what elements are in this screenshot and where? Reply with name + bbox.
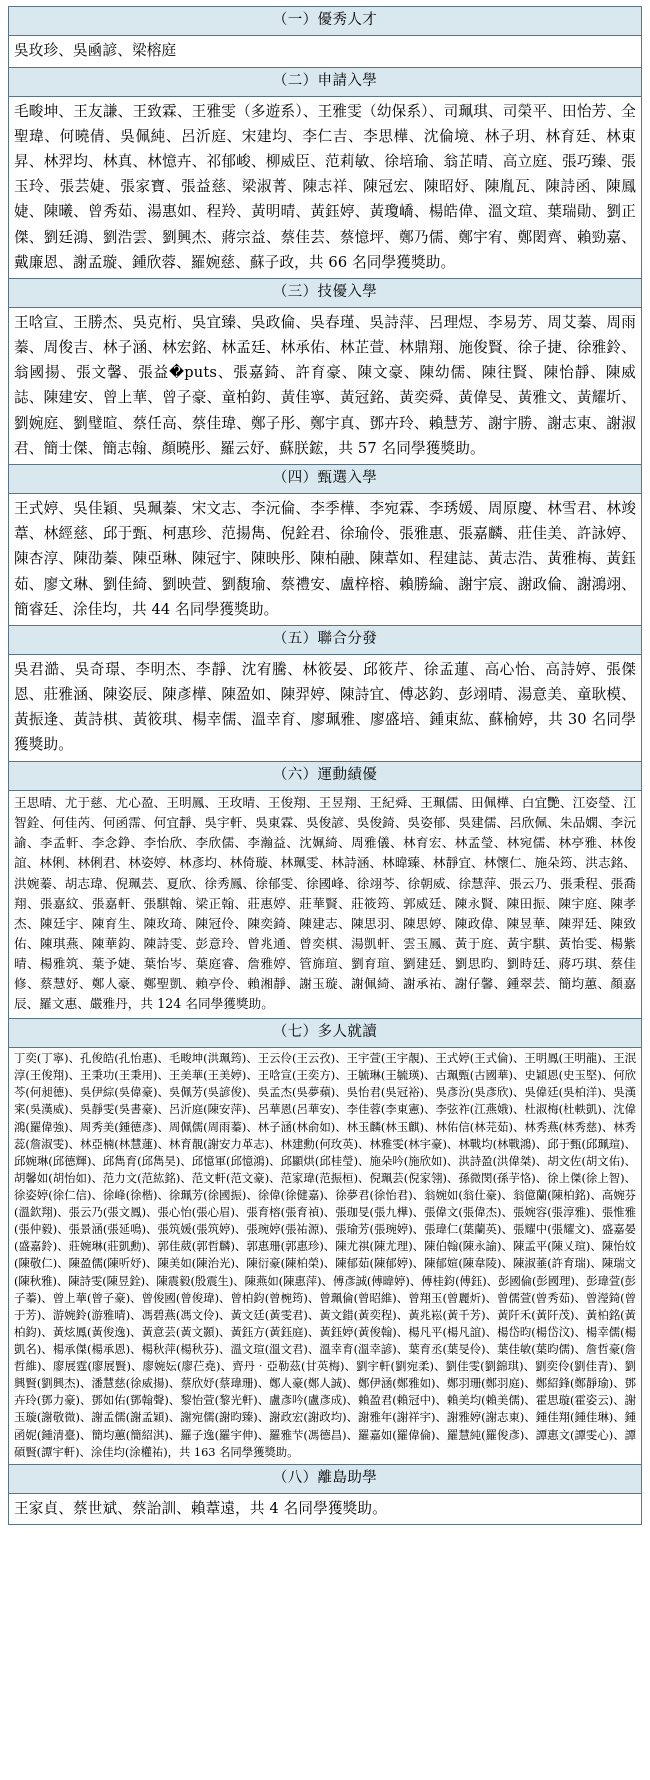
section-body-application-admission: 毛畯坤、王友謙、王致霖、王雅雯（多遊系）、王雅雯（幼保系）、司珮琪、司榮平、田怡芳、全聖瑋、何曉倩、吳佩純、呂沂庭、宋建均、李仁吉、李思樺、沈倫境、林子玥、林育廷、林東昇、林羿均、林真、林憶卉、祁郁峻、柳威臣、范莉敏、徐培瑜、翁芷晴、高立庭、張巧臻、張玉玲、張芸婕、張家寶、張益慈、梁淑菁、陳志祥、陳冠宏、陳昭妤、陳胤瓦、陳詩函、陳鳳婕、陳曦、曾秀茹、湯惠如、程羚、黃明晴、黃鈺婷、黃瓊嶠、楊皓偉、溫文瑄、葉瑞勛、劉正傑、劉廷鴻、劉浩雲、劉興杰、蔣宗益、蔡佳芸、蔡憶坪、鄭乃儒、鄭宇宥、鄭閎齊、賴勁嘉、戴廉恩、謝孟璇、鍾欣蓉、羅婉慈、蘇子政，共 66 名同學獲獎助。 — [9, 97, 642, 279]
section-row-skill-excellence-admission — [9, 278, 642, 307]
section-header-skill-excellence-admission: （三）技優入學 — [9, 278, 642, 307]
section-row-excellent-talent-body — [9, 36, 642, 67]
section-row-application-admission — [9, 67, 642, 96]
section-header-multi-person-enrollment: （七）多人就讀 — [9, 1018, 642, 1047]
section-row-multi-person-enrollment-body — [9, 1048, 642, 1465]
section-row-sports-excellence-body — [9, 791, 642, 1019]
section-row-joint-assignment — [9, 625, 642, 654]
section-row-joint-assignment-body — [9, 655, 642, 761]
section-body-excellent-talent: 吳玫珍、吳凾諺、梁榕庭 — [9, 36, 642, 67]
section-header-excellent-talent: （一）優秀人才 — [9, 7, 642, 36]
section-body-joint-assignment: 吳君澔、吳奇璟、李明杰、李靜、沈宥騰、林筱晏、邱筱芹、徐孟蓮、高心怡、高詩婷、張傑恩、莊雅涵、陳姿辰、陳彥樺、陳盈如、陳羿婷、陳詩宜、傅苾鈞、彭翊晴、湯意美、童耿模、黃振逢、黃詩棋、黃筱琪、楊幸儒、溫幸育、廖珮雅、廖盛培、鍾東紘、蘇榆婷，共 30 名同學獲獎助。 — [9, 655, 642, 761]
section-row-selection-admission-body — [9, 494, 642, 625]
section-row-excellent-talent — [9, 7, 642, 36]
section-row-sports-excellence — [9, 761, 642, 790]
section-row-selection-admission — [9, 464, 642, 493]
section-row-outlying-island-grant — [9, 1464, 642, 1493]
section-header-selection-admission: （四）甄選入學 — [9, 464, 642, 493]
section-row-outlying-island-grant-body — [9, 1494, 642, 1525]
section-header-outlying-island-grant: （八）離島助學 — [9, 1464, 642, 1493]
section-body-multi-person-enrollment: 丁奕(丁寧)、孔俊皓(孔怡惠)、毛畯坤(洪珮筠)、王云伶(王云孜)、王宇萱(王宇靚)、王式婷(王式倫)、王明鳳(王明龍)、王泯淳(王俊翔)、王秉功(王秉用)、王美華(王美婷)、王唅宣(王奕方)、王毓琳(王毓瑛)、古珮甄(古國華)、史穎恩(史玉堅)、何欣芩(何昶德)、吳伊綜(吳偉豪)、吳佩芳(吳諺俊)、吳孟杰(吳夢蘋)、吳怡君(吳冠裕)、吳彥汾(吳彥欣)、吳偉廷(吳柏洋)、吳漢宷(吳漢威)、吳靜雯(吳書豪)、呂沂庭(陳安萍)、呂華恩(呂華安)、李佳蓉(李東憲)、李弦祚(江燕娥)、杜淑梅(杜軼凱)、沈偉鴻(羅偉強)、周秀美(鍾德彥)、周佩儒(周雨蓁)、林子涵(林俞如)、林玉麟(林玉麒)、林佑信(林芫茹)、林秀燕(林秀慈)、林秀蕊(詹淑雯)、林亞楠(林慧蓮)、林育靚(謝安力革志)、林建勳(何玫英)、林雅雯(林宇豪)、林戰均(林戰鴻)、邱于甄(邱珮瑄)、邱婉琳(邱德輝)、邱雋育(邱雋昊)、邱憶軍(邱憶鴻)、邱顯烘(邱桂瑩)、施朵吟(施欣如)、洪詩盈(洪偉桀)、胡文佐(胡文佑)、胡馨如(胡怡如)、范力文(范紘銘)、范文軒(范文豪)、范家瑋(范振桓)、倪珮芸(倪家翎)、孫微閔(孫芋恪)、徐上傑(徐上智)、徐姿婷(徐仁信)、徐峰(徐楷)、徐珮芳(徐國振)、徐偉(徐健嘉)、徐夢君(徐怡君)、翁婉如(翁仕豪)、翁億蘭(陳柏銘)、高婉芬(溫欽翔)、張云乃(張文鳳)、張心怡(張心眉)、張育榕(張育禎)、張珈旻(張九樺)、張偉文(張偉杰)、張婉容(張淳雅)、張惟雅(張仲毅)、張景涵(張延鳴)、張筑媛(張筑婷)、張琬婷(張祐源)、張瑜芳(張琬婷)、張瑋仁(葉蘭英)、張耀中(張耀文)、盛嘉晏(盛嘉鈴)、莊婉琳(莊凱勳)、郭佳葳(郭哲麟)、郭惠珊(郭惠珍)、陳尤祺(陳尤理)、陳伯翰(陳永諭)、陳孟平(陳乂瑄)、陳怡妏(陳敬仁)、陳盈儒(陳听妤)、陳美如(陳治光)、陳衍豪(陳柏榮)、陳郁茹(陳郁婷)、陳郁媗(陳韋陵)、陳淑菙(許育瑞)、陳瑞文(陳秋雅)、陳詩雯(陳昱銓)、陳震毅(殷震生)、陳燕如(陳惠萍)、傅彥誠(傅暐婷)、傅桂鈞(傅鈺)、彭國倫(彭國理)、彭瑋萱(彭子蓁)、曾上華(曾子豪)、曾俊國(曾俊瑋)、曾柏鈞(曾椀筠)、曾珮倫(曾昭維)、曾翔玉(曾麗炘)、曾儒萱(曾秀茹)、曾瀅錡(曾于芳)、游婉鈴(游雅晴)、馮碧燕(馮文伶)、黃文廷(黃雯君)、黃文錯(黃奕程)、黃兆崧(黃千芳)、黃阡禾(黃阡茂)、黃柏銘(黃柏鈞)、黃炫鳳(黃俊逸)、黃意芸(黃文顥)、黃鈺方(黃鈺庭)、黃鈺婷(黃俊翰)、楊凡平(楊凡誼)、楊岱昀(楊岱汶)、楊幸儒(楊凱名)、楊承傑(楊承恩)、楊秋萍(楊秋芬)、溫文瑄(溫文君)、溫幸育(溫幸諺)、葉育丞(葉旻伶)、葉佳敏(葉昀儒)、詹哲豪(詹哲維)、廖展霆(廖展賢)、廖婉妘(廖芢堯)、齊丹‧亞勒茲(甘英梅)、劉宇軒(劉宛柔)、劉佳雯(劉錦琪)、劉奕伶(劉佳青)、劉興賢(劉興杰)、潘慧慈(徐威揚)、蔡欣妤(蔡瑋珊)、鄭人豪(鄭人誠)、鄭伊涵(鄭雅如)、鄭羽珊(鄭羽庭)、鄭紹鋒(鄭靜瑜)、鄧卉玲(鄧力豪)、鄧如佑(鄧翰聲)、黎怡萱(黎光軒)、盧彥吟(盧彥成)、賴盈君(賴冠中)、賴美均(賴美儒)、霍思璇(霍姿云)、謝玉璇(謝敬微)、謝孟儒(謝孟穎)、謝宛儒(謝昀臻)、謝政宏(謝政均)、謝雅年(謝祥宇)、謝雅婷(謝志東)、鍾佳翔(鍾佳琳)、鍾函妮(鍾清臺)、簡均蕙(簡紹淇)、羅子逸(羅宇伸)、羅雅芐(馮德昌)、羅嘉如(羅偉倫)、羅慧純(羅俊彥)、譚惠文(譚雯心)、譚碩賢(譚宇軒)、涂佳均(涂權祐)，共 163 名同學獲獎助。 — [9, 1048, 642, 1465]
section-body-skill-excellence-admission: 王唅宣、王勝杰、吳克桁、吳宜臻、吳政倫、吳春瑾、吳詩萍、呂理煜、李易芳、周艾蓁、周雨蓁、周俊吉、林子涵、林宏銘、林孟廷、林承佑、林芷萱、林鼎翔、施俊賢、徐子捷、徐雅鈴、翁國揚、張文馨、張益�puts、張嘉錡、許育豪、陳文豪、陳幼儒、陳往賢、陳怡靜、陳威誌、陳建安、曾上華、曾子豪、童柏鈞、黃佳寧、黃冠銘、黃奕舜、黃偉旻、黃雅文、黃耀圻、劉婉庭、劉璧暄、蔡任高、蔡佳瑋、鄭子彤、鄭宇真、鄧卉玲、賴慧芳、謝宇勝、謝志東、謝淑君、簡士傑、簡志翰、顏曉彤、羅云妤、蘇朕鋐，共 57 名同學獲獎助。 — [9, 308, 642, 465]
section-row-multi-person-enrollment — [9, 1018, 642, 1047]
section-body-selection-admission: 王式婷、吳佳穎、吳珮蓁、宋文志、李沅倫、李季樺、李宛霖、李琇媛、周原慶、林雪君、林竣葦、林經慈、邱于甄、柯惠珍、范揚雋、倪銓君、徐瑜伶、張雅惠、張嘉麟、莊佳美、許詠婷、陳杏淳、陳劭蓁、陳亞琳、陳冠宇、陳映彤、陳柏融、陳葦如、程建誌、黃志浩、黃雅梅、黃鈺茹、廖文琳、劉佳綺、劉映萱、劉馥瑜、蔡禮安、盧梓榕、賴勝綸、謝宇宸、謝政倫、謝鴻翊、簡睿廷、涂佳均，共 44 名同學獲獎助。 — [9, 494, 642, 625]
section-row-skill-excellence-admission-body — [9, 308, 642, 465]
section-row-application-admission-body — [9, 97, 642, 279]
section-body-sports-excellence: 王思晴、尤于慈、尤心盈、王明鳳、王玫晴、王俊翔、王昱翔、王紀舜、王珮儒、田佩樺、白宜艷、江姿瑩、江智銓、何佳芮、何函霈、何宜靜、吳宇軒、吳東霖、吳俊諺、吳俊錡、吳姿郁、吳建儒、呂欣佩、朱品嫻、李沅諭、李孟軒、李念錚、李怡欣、李欣儒、李瀚益、沈姵綺、周雅儀、林育宏、林孟瑩、林宛儒、林亭雅、林俊誼、林俐、林俐君、林姿婷、林彥均、林倚璇、林珮雯、林詩涵、林暐臻、林靜宜、林懷仁、施朵筠、洪志銘、洪婉蓁、胡志瑋、倪珮芸、夏欣、徐秀鳳、徐郁雯、徐國峰、徐翊芩、徐朝威、徐慧萍、張云乃、張秉程、張喬翔、張嘉紋、張嘉軒、張騏翰、梁正翰、莊惠婷、莊華賢、莊筱筠、郭威廷、陳永賢、陳田振、陳宇庭、陳孝杰、陳廷宇、陳育生、陳玫琦、陳冠伶、陳奕錡、陳建志、陳思羽、陳思婷、陳政偉、陳昱華、陳羿廷、陳致佑、陳琪燕、陳華鈞、陳詩雯、彭意玲、曾兆通、曾奕棋、湯凱軒、雲玉鳳、黃于庭、黃宇騏、黃怡雯、楊紫晴、楊雅筑、葉予婕、葉怡岑、葉庭睿、詹雅婷、管旆瑄、劉育瑄、劉建廷、劉思昀、劉時廷、蔣巧琪、蔡佳修、蔡慧妤、鄭人豪、鄭聖凱、賴亭伶、賴湘靜、謝玉璇、謝佩綺、謝承祐、謝仔馨、鍾翠芸、簡均蕙、顏嘉辰、羅文惠、嚴雅丹，共 124 名同學獲獎助。 — [9, 791, 642, 1019]
award-sections-table — [8, 6, 642, 1525]
section-header-joint-assignment: （五）聯合分發 — [9, 625, 642, 654]
award-sections-body — [9, 7, 642, 1525]
section-header-application-admission: （二）申請入學 — [9, 67, 642, 96]
section-header-sports-excellence: （六）運動績優 — [9, 761, 642, 790]
section-body-outlying-island-grant: 王家貞、蔡世斌、蔡詒訓、賴葦遠，共 4 名同學獲獎助。 — [9, 1494, 642, 1525]
